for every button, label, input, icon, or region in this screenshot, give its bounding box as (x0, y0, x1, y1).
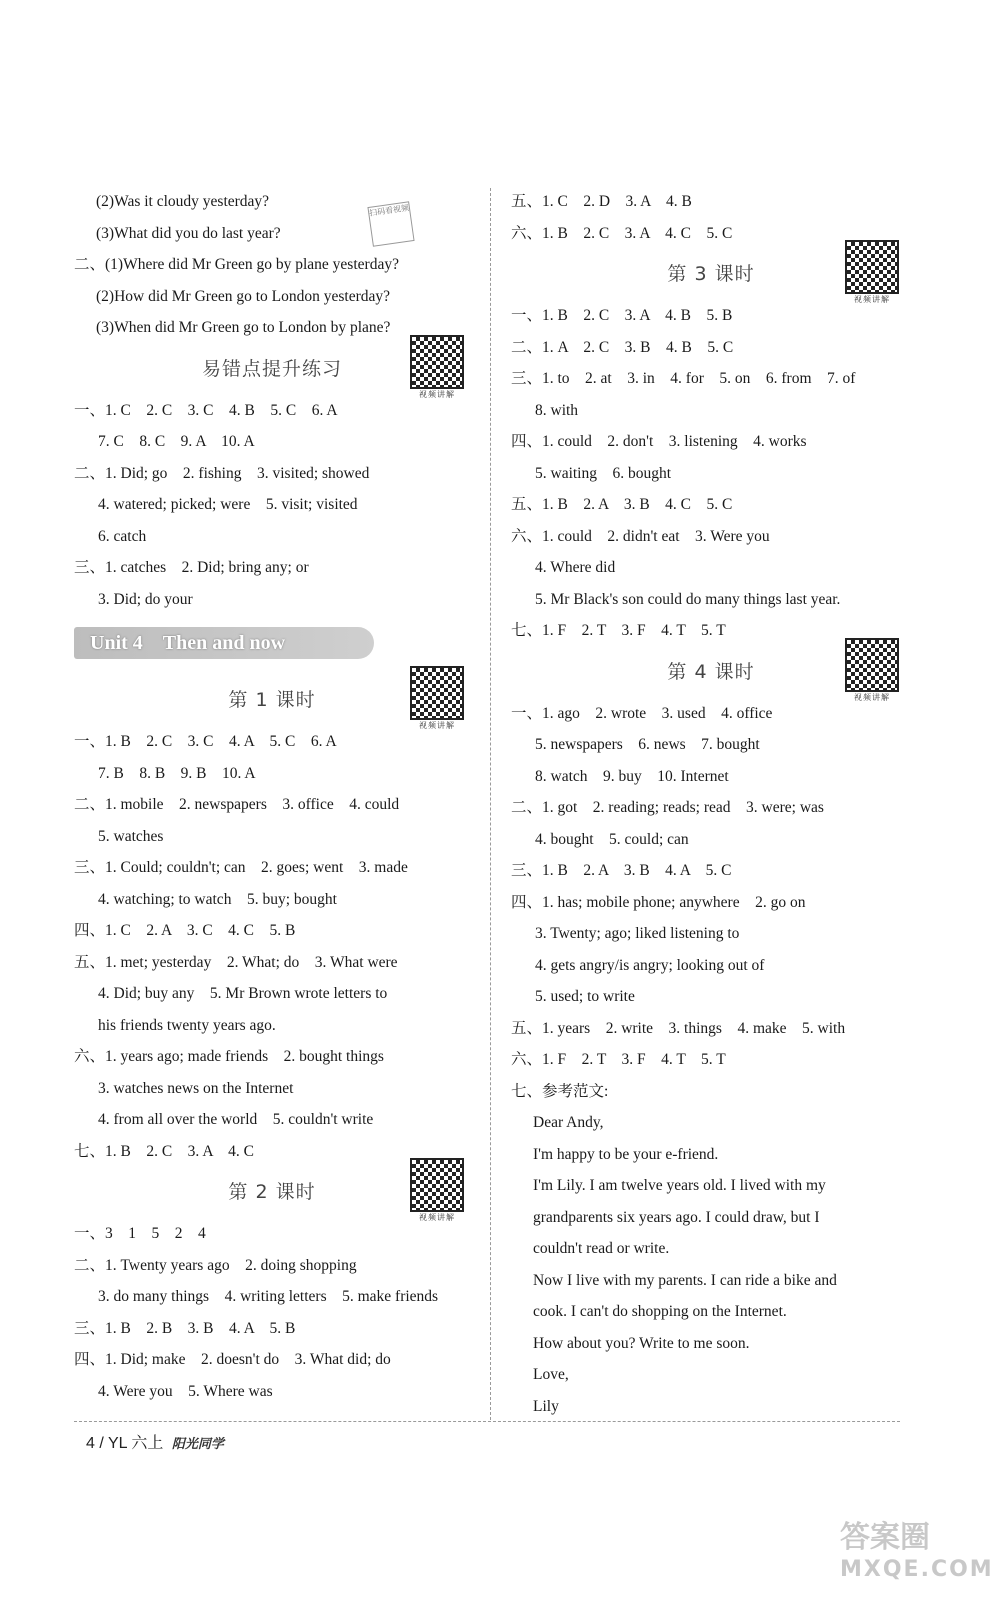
answer-line: 四、1. Did; make 2. doesn't do 3. What did; do (74, 1351, 391, 1368)
qr-code[interactable] (410, 1158, 464, 1223)
answer-line: 三、1. Could; couldn't; can 2. goes; went 3. made (74, 859, 408, 876)
letter-line: Lily (533, 1397, 559, 1415)
answer-line: 六、1. F 2. T 3. F 4. T 5. T (511, 1051, 726, 1068)
letter-line: couldn't read or write. (533, 1240, 670, 1257)
brand-logo: 阳光同学 (171, 1436, 224, 1451)
answer-line: 4. bought 5. could; can (535, 830, 689, 848)
answer-line: 5. watches (98, 827, 164, 845)
right-column (511, 186, 911, 1422)
page-footer (86, 1430, 224, 1453)
answer-line: 4. watered; picked; were 5. visit; visited (98, 496, 358, 513)
column-divider (490, 188, 491, 1420)
qr-label: 视频讲解 (854, 295, 890, 304)
letter-line: Now I live with my parents. I can ride a bike and (533, 1271, 837, 1289)
letter-line: cook. I can't do shopping on the Internet. (533, 1303, 787, 1320)
answer-line: 一、1. B 2. C 3. A 4. B 5. B (511, 307, 733, 324)
answer-line (74, 202, 470, 250)
section-title: 第 3 课时 (667, 263, 755, 285)
answer-line: 三、1. B 2. A 3. B 4. A 5. C (511, 862, 732, 879)
qr-label: 视频讲解 (854, 692, 890, 702)
watermark-url: MXQE.COM (840, 1557, 994, 1582)
section-title: 第 2 课时 (228, 1181, 316, 1203)
letter-line: How about you? Write to me soon. (533, 1334, 750, 1352)
answer-line: 4. gets angry/is angry; looking out of (535, 956, 765, 974)
answer-line: 4. Where did (535, 559, 616, 576)
qr-label: 视频讲解 (419, 721, 455, 730)
qr-label: 视频讲解 (419, 1213, 455, 1222)
qr-label: 视频讲解 (419, 389, 455, 399)
letter-line: I'm happy to be your e-friend. (533, 1145, 719, 1163)
answer-line: 三、1. catches 2. Did; bring any; or (74, 559, 309, 576)
answer-text: (3)What did you do last year? (96, 224, 281, 242)
answer-line: 五、1. B 2. A 3. B 4. C 5. C (511, 496, 733, 513)
answer-line: 三、1. B 2. B 3. B 4. A 5. B (74, 1319, 296, 1337)
qr-code-icon (410, 1158, 464, 1212)
letter-line: grandparents six years ago. I could draw, but I (533, 1208, 820, 1226)
answer-line: 8. with (535, 401, 579, 419)
answer-line: 6. catch (98, 527, 147, 545)
section-heading-lesson3 (511, 249, 911, 304)
answer-line: 3. Twenty; ago; liked listening to (535, 925, 740, 942)
answer-line: 二、1. mobile 2. newspapers 3. office 4. could (74, 796, 400, 813)
answer-line: 4. from all over the world 5. couldn't write (98, 1111, 374, 1128)
answer-line: 二、(1)Where did Mr Green go by plane yesterday? (74, 256, 399, 273)
answer-line: 4. watching; to watch 5. buy; bought (98, 890, 337, 908)
qr-code[interactable] (845, 638, 899, 703)
answer-line: 7. B 8. B 9. B 10. A (98, 764, 256, 782)
answer-line: 五、1. met; yesterday 2. What; do 3. What were (74, 953, 398, 971)
answer-line: 四、1. has; mobile phone; anywhere 2. go on (511, 893, 806, 911)
answer-line: 一、3 1 5 2 4 (74, 1225, 206, 1242)
answer-line: 5. Mr Black's son could do many things last year. (535, 590, 841, 608)
answer-line: 七、参考范文: (511, 1082, 609, 1100)
answer-line: 六、1. could 2. didn't eat 3. Were you (511, 527, 770, 545)
answer-line: 六、1. B 2. C 3. A 4. C 5. C (511, 224, 733, 242)
answer-line: (3)When did Mr Green go to London by plane? (96, 319, 391, 336)
answer-line: 四、1. could 2. don't 3. listening 4. works (511, 433, 807, 450)
qr-code-icon (410, 666, 464, 720)
answer-line: 7. C 8. C 9. A 10. A (98, 433, 255, 450)
answer-line: 5. used; to write (535, 988, 635, 1005)
answer-line: (2)How did Mr Green go to London yesterday? (96, 287, 390, 305)
section-title: 第 4 课时 (667, 660, 755, 683)
answer-line: 5. waiting 6. bought (535, 464, 672, 482)
answer-line: 4. Did; buy any 5. Mr Brown wrote letters to (98, 985, 388, 1002)
watermark (840, 1522, 994, 1586)
section-title: 易错点提升练习 (201, 357, 342, 380)
section-heading-lesson4 (511, 647, 911, 702)
section-heading-lesson1 (74, 675, 470, 730)
answer-line: 一、1. C 2. C 3. C 4. B 5. C 6. A (74, 401, 338, 419)
answer-line: 5. newspapers 6. news 7. bought (535, 736, 760, 753)
left-column (74, 186, 470, 1407)
qr-code-icon (410, 335, 464, 389)
answer-line: 3. do many things 4. writing letters 5. make friends (98, 1288, 439, 1305)
watermark-text: 答案圈 (840, 1520, 930, 1555)
page-label: 4 / YL 六上 (86, 1435, 164, 1452)
qr-code-icon (845, 638, 899, 692)
answer-line: 七、1. B 2. C 3. A 4. C (74, 1142, 254, 1160)
letter-line: Dear Andy, (533, 1114, 604, 1131)
answer-line: (2)Was it cloudy yesterday? (96, 193, 270, 210)
answer-line: 六、1. years ago; made friends 2. bought things (74, 1048, 384, 1065)
answer-line: 二、1. A 2. C 3. B 4. B 5. C (511, 338, 734, 356)
answer-line: 3. Did; do your (98, 590, 193, 608)
answer-line: 三、1. to 2. at 3. in 4. for 5. on 6. from 7. of (511, 370, 856, 387)
letter-line: I'm Lily. I am twelve years old. I lived with my (533, 1177, 826, 1194)
answer-line: 二、1. Did; go 2. fishing 3. visited; showed (74, 464, 370, 482)
qr-code-icon (845, 240, 899, 294)
qr-code[interactable] (410, 335, 464, 400)
answer-line: 3. watches news on the Internet (98, 1079, 294, 1097)
footer-rule (74, 1421, 900, 1422)
answer-line: 4. Were you 5. Where was (98, 1382, 273, 1400)
answer-line: 二、1. Twenty years ago 2. doing shopping (74, 1256, 357, 1274)
answer-line: 一、1. B 2. C 3. C 4. A 5. C 6. A (74, 733, 337, 750)
stamp: 扫码看视频 (367, 201, 414, 246)
section-heading-lesson2 (74, 1167, 470, 1222)
unit-title: Unit 4 Then and now (74, 627, 374, 659)
unit-banner (74, 625, 470, 663)
answer-line: his friends twenty years ago. (98, 1016, 276, 1034)
answer-line: 五、1. C 2. D 3. A 4. B (511, 193, 692, 210)
answer-line: 二、1. got 2. reading; reads; read 3. were; was (511, 799, 824, 816)
section-heading-yicuo (74, 344, 470, 399)
qr-code[interactable] (845, 240, 899, 305)
answer-line: 五、1. years 2. write 3. things 4. make 5. with (511, 1019, 846, 1037)
qr-code[interactable] (410, 666, 464, 731)
answer-line: 8. watch 9. buy 10. Internet (535, 767, 729, 785)
answer-line: 七、1. F 2. T 3. F 4. T 5. T (511, 622, 726, 639)
letter-line: Love, (533, 1366, 569, 1383)
answer-line: 一、1. ago 2. wrote 3. used 4. office (511, 704, 773, 722)
answer-line: 四、1. C 2. A 3. C 4. C 5. B (74, 922, 296, 939)
section-title: 第 1 课时 (228, 689, 316, 711)
